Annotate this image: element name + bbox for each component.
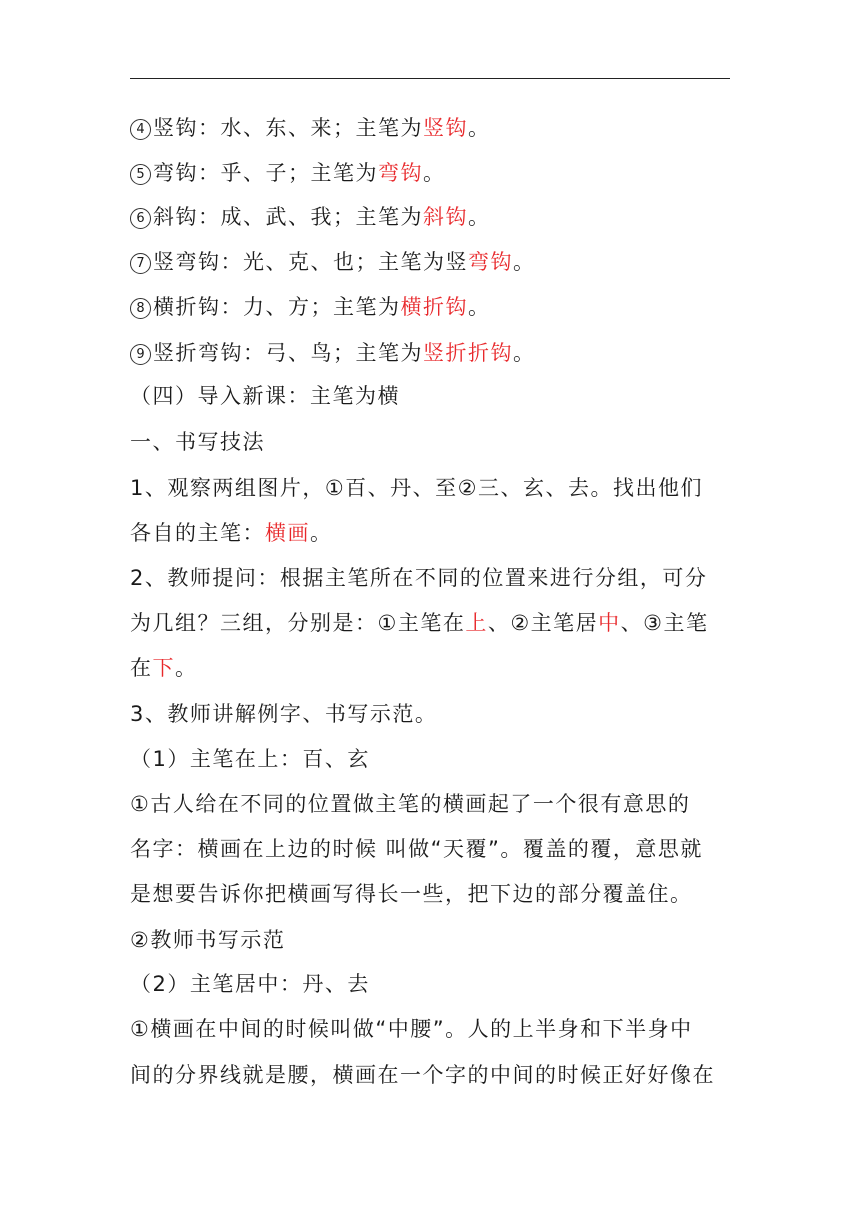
text-3-line-2: 间的分界线就是腰，横画在一个字的中间的时候正好好像在 xyxy=(130,1063,715,1087)
stroke-item-8: 8 横折钩：力、方；主笔为横折钩。 xyxy=(130,292,491,322)
circled-number: 6 xyxy=(130,208,151,229)
paragraph-2-line-2: 为几组？三组，分别是：①主笔在上、②主笔居中、③主笔 xyxy=(130,611,709,635)
main-stroke-highlight: 竖钩 xyxy=(423,116,468,140)
stroke-item-4: 4 竖钩：水、东、来；主笔为竖钩。 xyxy=(130,113,491,143)
heading-writing-technique: 一、书写技法 xyxy=(130,430,265,454)
stroke-item-9: 9 竖折弯钩：弓、鸟；主笔为竖折折钩。 xyxy=(130,338,536,368)
paragraph-1-line-1: 1、观察两组图片，①百、丹、至②三、玄、去。找出他们 xyxy=(130,476,704,500)
stroke-item-6: 6 斜钩：成、武、我；主笔为斜钩。 xyxy=(130,202,491,232)
stroke-item-5: 5 弯钩：乎、子；主笔为弯钩。 xyxy=(130,158,446,188)
stroke-item-7: 7 竖弯钩：光、克、也；主笔为竖弯钩。 xyxy=(130,247,536,277)
main-stroke-highlight: 横折钩 xyxy=(400,295,468,319)
main-stroke-highlight: 弯钩 xyxy=(378,161,423,185)
highlight-bottom: 下 xyxy=(152,656,175,680)
paragraph-2-line-3: 在下。 xyxy=(130,656,198,680)
circled-number: 7 xyxy=(130,253,151,274)
highlight-heng: 横画 xyxy=(265,521,310,545)
paragraph-2-line-1: 2、教师提问：根据主笔所在不同的位置来进行分组，可分 xyxy=(130,566,708,590)
text-1-line-2: 名字：横画在上边的时候 叫做“天覆”。覆盖的覆，意思就 xyxy=(130,837,703,861)
main-stroke-highlight: 斜钩 xyxy=(423,205,468,229)
header-rule xyxy=(130,78,730,79)
main-stroke-highlight: 弯钩 xyxy=(468,250,513,274)
circled-number: 8 xyxy=(130,298,151,319)
circled-number: 5 xyxy=(130,164,151,185)
text-3-line-1: ①横画在中间的时候叫做“中腰”。人的上半身和下半身中 xyxy=(130,1017,693,1041)
paragraph-1-line-2: 各自的主笔：横画。 xyxy=(130,521,333,545)
highlight-top: 上 xyxy=(465,611,488,635)
teacher-demo-line: ②教师书写示范 xyxy=(130,928,286,952)
paragraph-3: 3、教师讲解例字、书写示范。 xyxy=(130,702,438,726)
section-four-title: （四）导入新课：主笔为横 xyxy=(130,384,400,408)
text-1-line-3: 是想要告诉你把横画写得长一些，把下边的部分覆盖住。 xyxy=(130,882,693,906)
main-stroke-highlight: 竖折折钩 xyxy=(423,341,513,365)
circled-number: 9 xyxy=(130,344,151,365)
text-1-line-1: ①古人给在不同的位置做主笔的横画起了一个很有意思的 xyxy=(130,792,691,816)
highlight-middle: 中 xyxy=(598,611,621,635)
circled-number: 4 xyxy=(130,119,151,140)
subheading-main-stroke-top: （1）主笔在上：百、玄 xyxy=(130,747,370,771)
subheading-main-stroke-middle: （2）主笔居中：丹、去 xyxy=(130,972,370,996)
